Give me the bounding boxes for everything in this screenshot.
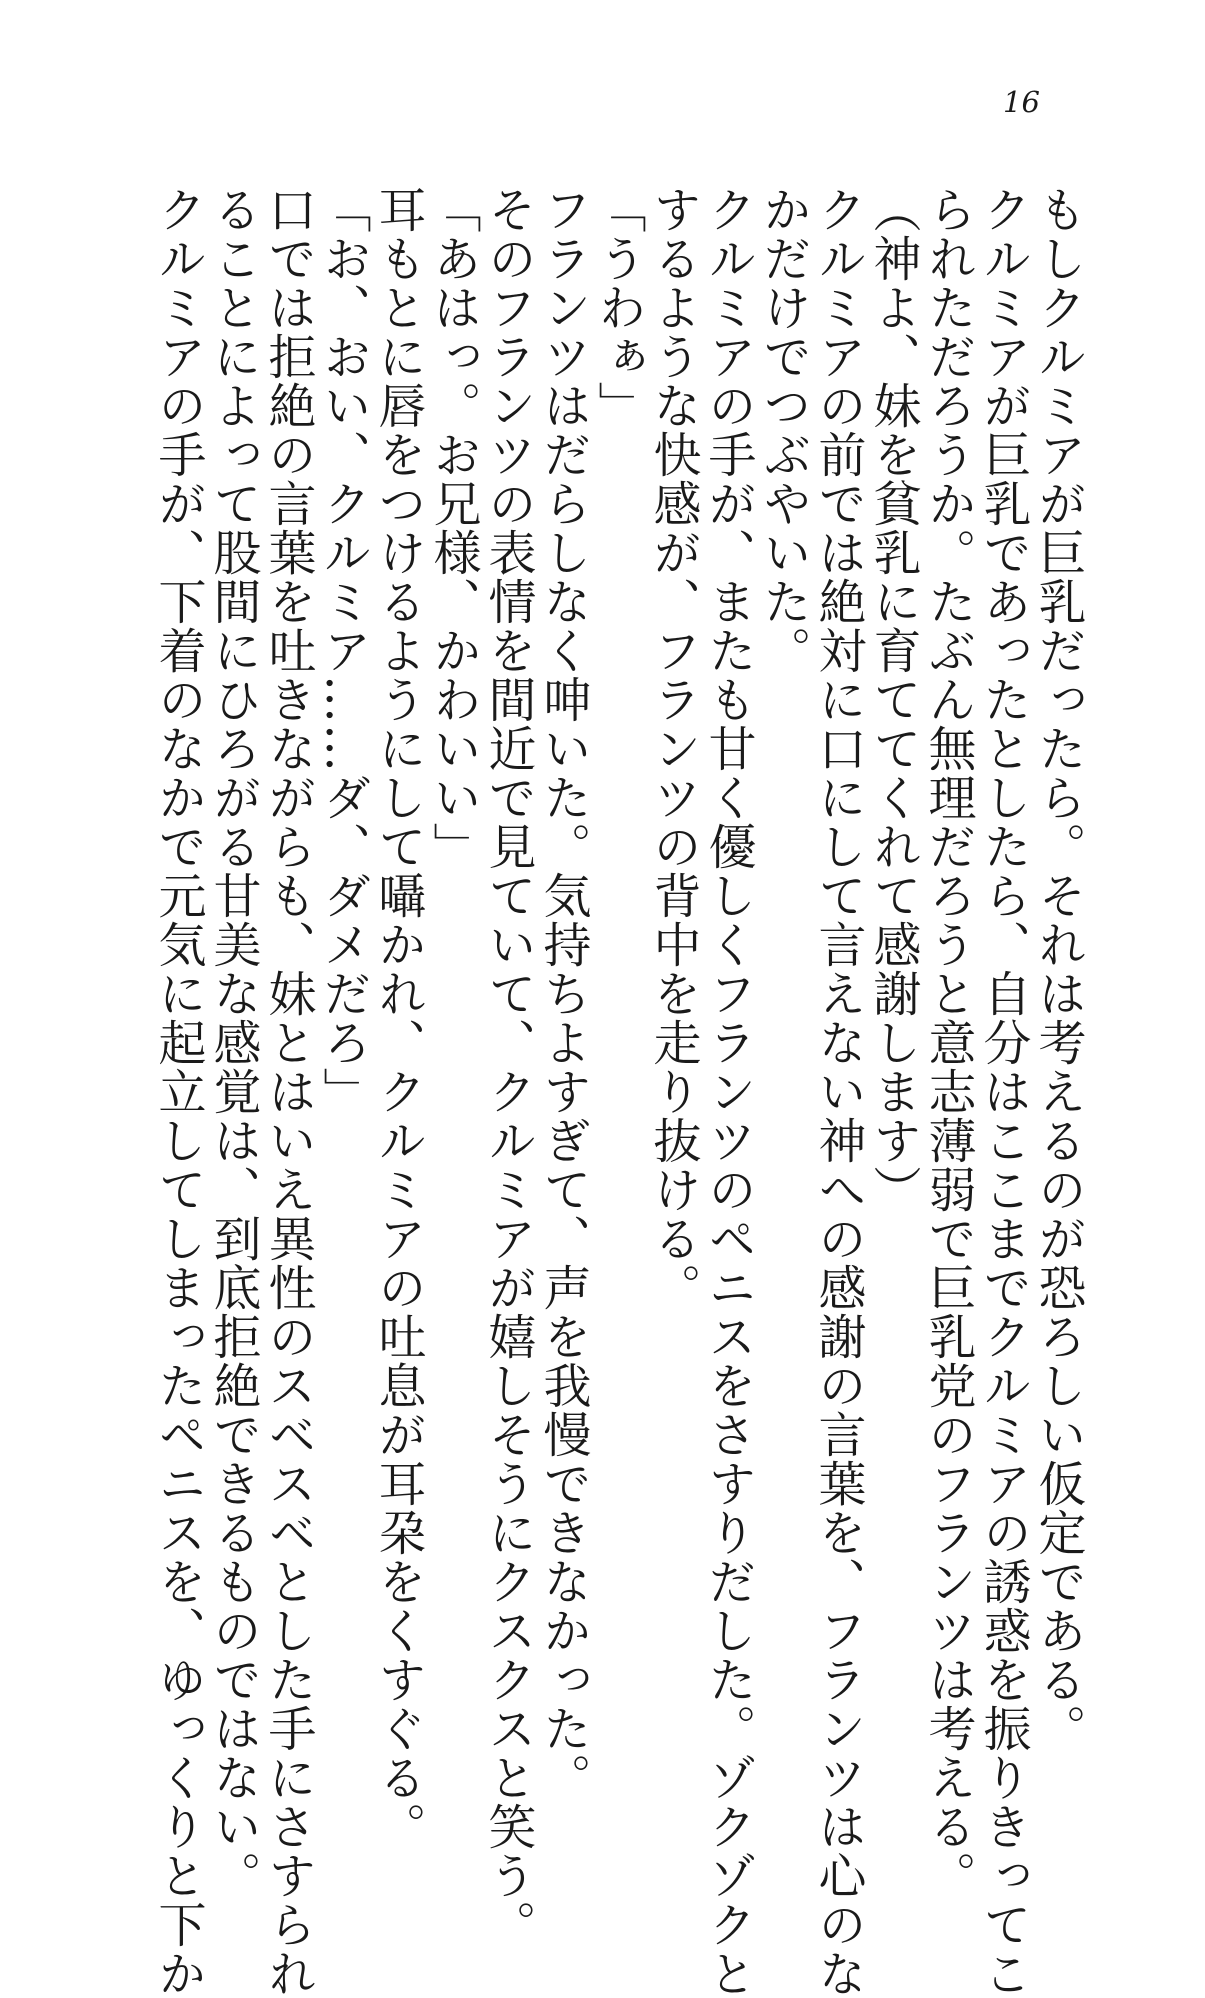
text-line: クルミアの手が、またも甘く優しくフランツのペニスをさすりだした。ゾクゾクと — [700, 185, 756, 1998]
body-text — [150, 185, 1086, 1998]
text-line: するような快感が、フランツの背中を走り抜ける。 — [645, 185, 701, 1312]
text-line: 耳もとに唇をつけるようにして囁かれ、クルミアの吐息が耳朶をくすぐる。 — [370, 185, 426, 1851]
text-line: 「あはっ。お兄様、かわいい」 — [425, 185, 481, 871]
text-line: られただろうか。たぶん無理だろうと意志薄弱で巨乳党のフランツは考える。 — [920, 185, 976, 1900]
text-line: （神よ、妹を貧乳に育ててくれて感謝します） — [865, 185, 921, 1214]
text-line: クルミアの前では絶対に口にして言えない神への感謝の言葉を、フランツは心のな — [810, 185, 866, 1998]
text-line: 口では拒絶の言葉を吐きながらも、妹とはいえ異性のスベスベとした手にさすられ — [260, 185, 316, 1998]
text-line: クルミアの手が、下着のなかで元気に起立してしまったペニスを、ゆっくりと下か — [150, 185, 206, 1998]
text-line: かだけでつぶやいた。 — [755, 185, 811, 675]
text-line: そのフランツの表情を間近で見ていて、クルミアが嬉しそうにクスクスと笑う。 — [480, 185, 536, 1949]
text-line: 「お、おい、クルミア……ダ、ダメだろ」 — [315, 185, 371, 1116]
text-line: もしクルミアが巨乳だったら。それは考えるのが恐ろしい仮定である。 — [1030, 185, 1086, 1753]
page-number: 16 — [1003, 85, 1040, 119]
text-line: クルミアが巨乳であったとしたら、自分はここまでクルミアの誘惑を振りきってこ — [975, 185, 1031, 1998]
text-line: 「うわぁ」 — [590, 185, 646, 430]
text-line: ることによって股間にひろがる甘美な感覚は、到底拒絶できるものではない。 — [205, 185, 261, 1900]
text-line: フランツはだらしなく呻いた。気持ちよすぎて、声を我慢できなかった。 — [535, 185, 591, 1802]
